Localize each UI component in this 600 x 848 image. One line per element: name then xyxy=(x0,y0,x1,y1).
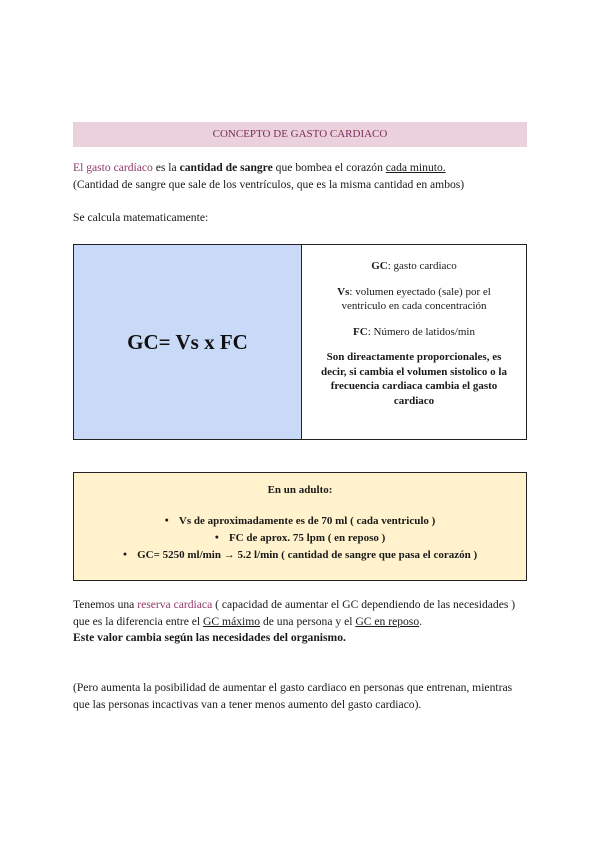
term-gasto-cardiaco: El gasto cardíaco xyxy=(73,161,153,174)
list-item-fc: ● FC de aprox. 75 lpm ( en reposo ) xyxy=(74,529,526,546)
def-vs xyxy=(314,285,514,314)
reserve-text-3: de una persona y el xyxy=(260,614,356,628)
list-item-vs: ● Vs de aproximadamente es de 70 ml ( cada ventriculo ) xyxy=(74,512,526,529)
intro-paragraph xyxy=(73,160,533,193)
reserve-text-1: Tenemos una xyxy=(73,598,138,611)
term-gc-maximo: GC máximo xyxy=(203,614,261,628)
proportional-note: Son direactamente proporcionales, es decir, si cambia el volumen sistolico o la frecuencia cardiaca cambia el gasto cardiaco xyxy=(321,351,507,407)
reserve-text-4: . xyxy=(419,614,423,628)
def-fc-text: : Número de latidos/min xyxy=(367,325,475,338)
adult-title: En un adulto: xyxy=(267,484,333,496)
adult-list xyxy=(74,512,526,563)
def-gc xyxy=(314,259,514,274)
formula-definitions xyxy=(302,245,526,439)
def-vs-text: : volumen eyectado (sale) por el ventriculo en cada concentración xyxy=(341,285,491,312)
intro-line-2: (Cantidad de sangre que sale de los ventrículos, que es la misma cantidad en ambos) xyxy=(73,177,465,191)
closing-paragraph: (Pero aumenta la posibilidad de aumentar el gasto cardiaco en personas que entrenan, mientras que las personas incactivas van a tener menos aumento del gasto cardiaco). xyxy=(73,681,513,711)
term-gc-reposo: GC en reposo xyxy=(355,614,420,628)
reserve-text xyxy=(73,597,527,630)
def-gc-abbr: GC xyxy=(371,260,388,272)
def-fc xyxy=(314,325,514,340)
intro-line-1 xyxy=(73,160,533,177)
formula-table xyxy=(73,244,527,440)
intro-text-2: que bombea el corazón xyxy=(272,161,386,174)
reserve-bold-line: Este valor cambia según las necesidades del organismo. xyxy=(73,631,346,644)
reserve-paragraph xyxy=(73,597,527,647)
section-title: CONCEPTO DE GASTO CARDIACO xyxy=(73,122,527,147)
intro-text-1: es la xyxy=(152,161,180,174)
def-vs-abbr: Vs xyxy=(337,285,350,298)
calc-label: Se calcula matematicamente: xyxy=(73,211,209,224)
term-reserva-cardiaca: reserva cardiaca xyxy=(137,598,213,611)
list-item-gc: ● GC= 5250 ml/min → 5.2 l/min ( cantidad de sangre que pasa el corazón ) xyxy=(74,546,526,563)
reserve-text-2: ( capacidad de aumentar el GC dependiendo de las necesidades ) que es la diferencia entre el xyxy=(73,598,516,628)
adult-values-box xyxy=(73,472,527,581)
term-cada-minuto: cada minuto. xyxy=(385,161,446,174)
term-cantidad-sangre: cantidad de sangre xyxy=(179,161,273,174)
formula-equation: GC= Vs x FC xyxy=(74,245,302,439)
def-fc-abbr: FC xyxy=(353,325,368,338)
def-gc-text: : gasto cardiaco xyxy=(387,260,457,272)
